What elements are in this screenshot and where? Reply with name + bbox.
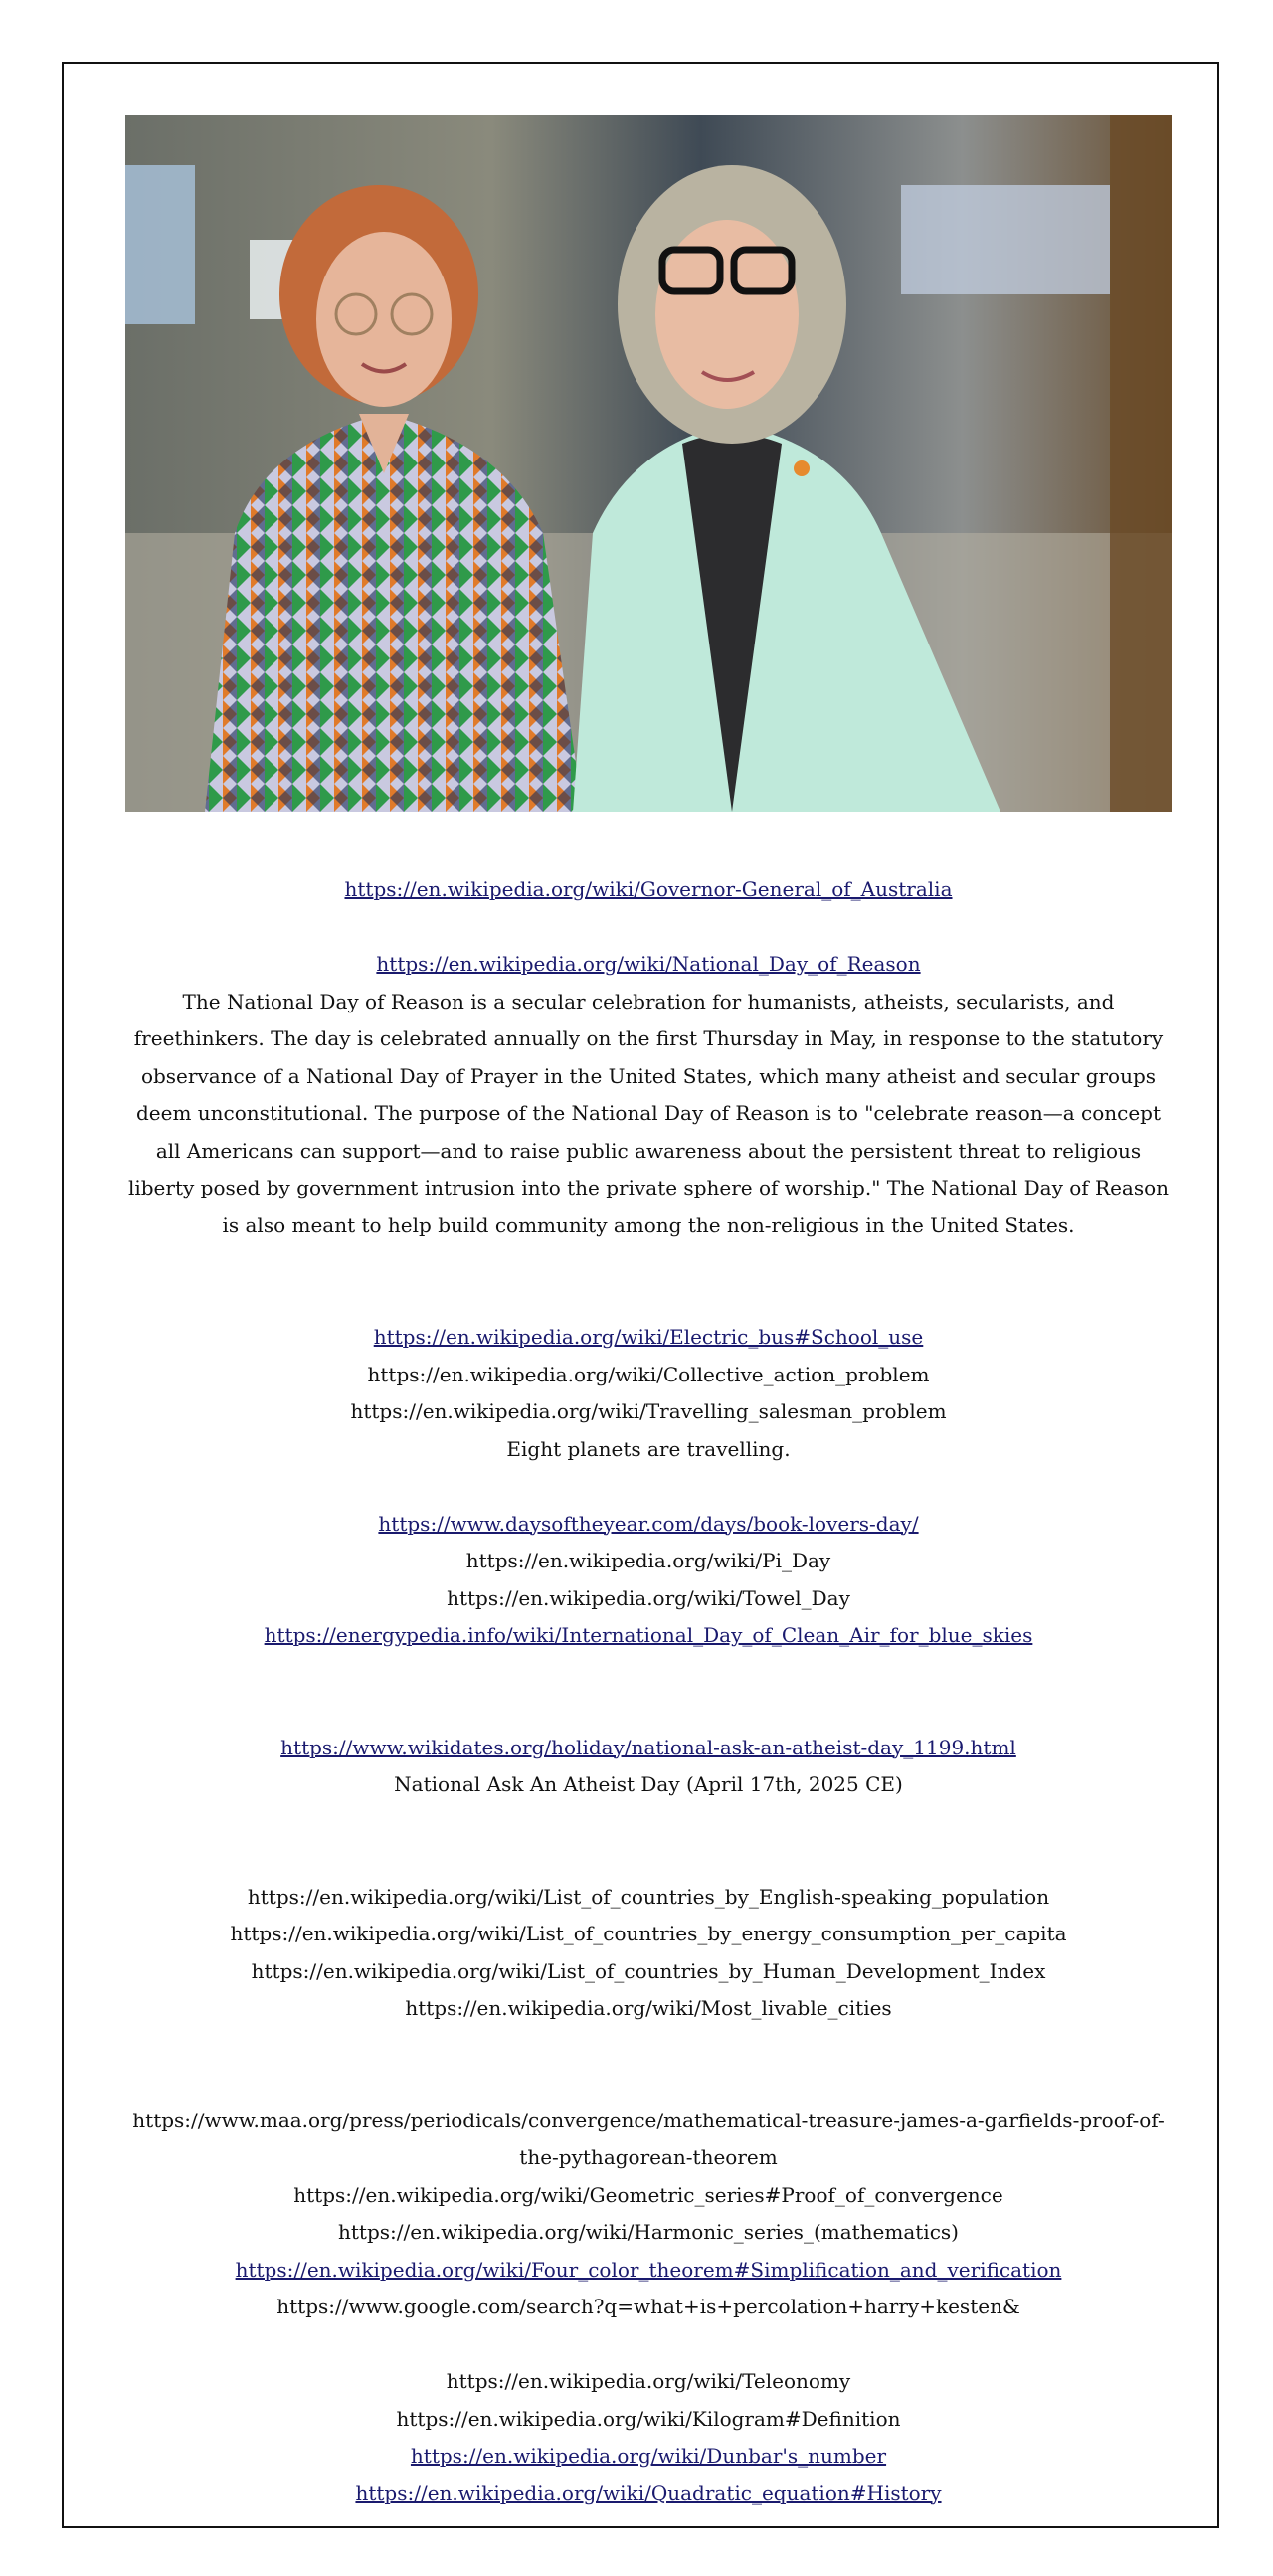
text-line: National Ask An Atheist Day (April 17th, 2025 CE) [394,1772,903,1796]
text-line: https://en.wikipedia.org/wiki/Teleonomy [446,2369,851,2393]
spacer [125,1468,1172,1506]
link[interactable]: https://en.wikipedia.org/wiki/Dunbar's_number [410,2444,887,2468]
link[interactable]: https://en.wikipedia.org/wiki/Electric_bus#School_use [373,1325,924,1349]
text-line: https://en.wikipedia.org/wiki/List_of_countries_by_Human_Development_Index [251,1958,1046,1983]
spacer [125,2028,1172,2103]
text-line: https://en.wikipedia.org/wiki/Geometric_series#Proof_of_convergence [293,2182,1003,2207]
photo-illustration [125,115,1172,812]
link[interactable]: https://energypedia.info/wiki/International_Day_of_Clean_Air_for_blue_skies [264,1623,1033,1647]
text-line: https://www.maa.org/press/periodicals/convergence/mathematical-treasure-james-a-garfields-proof-of-the-pythagorean-theorem [132,2108,1165,2169]
text-line: https://en.wikipedia.org/wiki/Pi_Day [465,1549,831,1572]
text-line: https://en.wikipedia.org/wiki/Most_livable_cities [405,1996,892,2020]
link[interactable]: https://en.wikipedia.org/wiki/Governor-General_of_Australia [344,877,953,901]
link[interactable]: https://en.wikipedia.org/wiki/Four_color_theorem#Simplification_and_verification [235,2257,1062,2282]
text-line: https://en.wikipedia.org/wiki/Travelling_salesman_problem [350,1399,947,1423]
link[interactable]: https://en.wikipedia.org/wiki/Quadratic_equation#History [355,2481,942,2505]
text-line: Eight planets are travelling. [506,1436,791,1461]
spacer [125,1804,1172,1879]
link[interactable]: https://en.wikipedia.org/wiki/National_Day_of_Reason [376,952,921,976]
text-line: https://www.google.com/search?q=what+is+percolation+harry+kesten& [276,2295,1020,2318]
link[interactable]: https://www.wikidates.org/holiday/national-ask-an-atheist-day_1199.html [280,1735,1016,1759]
text-line: https://en.wikipedia.org/wiki/Kilogram#Definition [396,2406,901,2431]
link[interactable]: https://www.daysoftheyear.com/days/book-lovers-day/ [378,1511,919,1536]
text-line: https://en.wikipedia.org/wiki/Collective_action_problem [367,1362,930,1386]
spacer [125,1655,1172,1730]
page-frame [62,62,1219,2528]
paragraph: The National Day of Reason is a secular celebration for humanists, atheists, secularists, and freethinkers. The day is celebrated annually on the first Thursday in May, in response to the statutory observance of a National Day of Prayer in the United States, which many atheist and secular groups deem unconstitutional. The purpose of the National Day of Reason is to "celebrate reason—a concept all Americans can support—and to raise public awareness about the persistent threat to religious liberty posed by government intrusion into the private sphere of worship." The National Day of Reason is also meant to help build community among the non-religious in the United States. [127,989,1170,1237]
text-line: https://en.wikipedia.org/wiki/List_of_countries_by_energy_consumption_per_capita [230,1922,1067,1945]
text-line: https://en.wikipedia.org/wiki/Harmonic_series_(mathematics) [338,2220,959,2244]
text-line: https://en.wikipedia.org/wiki/List_of_countries_by_English-speaking_population [247,1884,1050,1909]
text-line: https://en.wikipedia.org/wiki/Towel_Day [447,1585,850,1610]
spacer [125,2326,1172,2364]
spacer [125,1244,1172,1319]
spacer [125,909,1172,947]
content-body [125,871,1172,2512]
photo [125,115,1172,812]
